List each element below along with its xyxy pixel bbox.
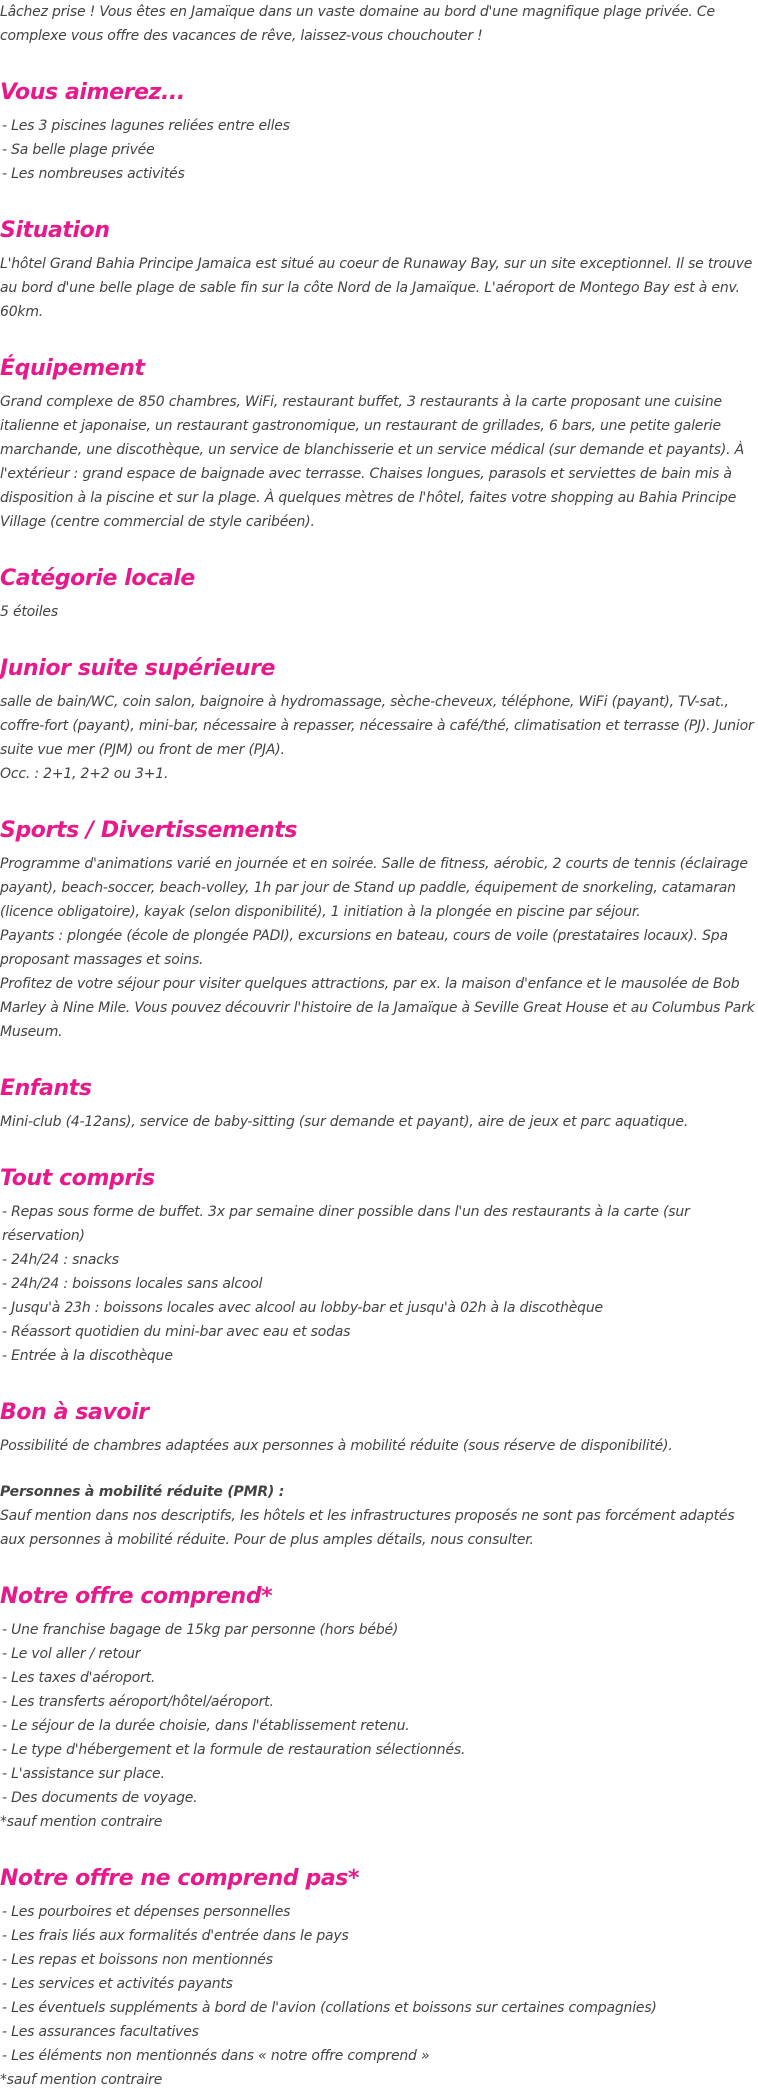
section-text: Profitez de votre séjour pour visiter quelques attractions, par ex. la maison d'enfance et le mausolée de Bob Marley à Nine Mile. Vous pouvez découvrir l'histoire de la Jamaïque à Seville Great House et au Columbus Park Museum. xyxy=(0,976,755,1040)
list-item: - Les transferts aéroport/hôtel/aéroport. xyxy=(2,1694,274,1710)
pmr-title: Personnes à mobilité réduite (PMR) : xyxy=(0,1484,285,1500)
section-text: 5 étoiles xyxy=(0,604,58,620)
list-item: - Les pourboires et dépenses personnelles xyxy=(2,1904,291,1920)
footnote: *sauf mention contraire xyxy=(0,1814,163,1830)
footnote: *sauf mention contraire xyxy=(0,2072,163,2088)
list-item: - 24h/24 : snacks xyxy=(2,1252,119,1268)
section-title: Situation xyxy=(0,218,110,243)
section-enfants xyxy=(0,1074,758,1134)
list-item: - Le séjour de la durée choisie, dans l'établissement retenu. xyxy=(2,1718,410,1734)
section-text: Programme d'animations varié en journée et en soirée. Salle de fitness, aérobic, 2 courts de tennis (éclairage payant), beach-soccer, beach-volley, 1h par jour de Stand up paddle, équipement de snorkeling, catamaran (licence obligatoire), kayak (selon disponibilité), 1 initiation à la plongée en piscine par séjour. xyxy=(0,856,748,920)
section-categorie-locale xyxy=(0,564,758,624)
section-title: Tout compris xyxy=(0,1166,155,1191)
list-item: - Repas sous forme de buffet. 3x par semaine diner possible dans l'un des restaurants à la carte (sur réservation) xyxy=(2,1204,690,1244)
section-text: Grand complexe de 850 chambres, WiFi, restaurant buffet, 3 restaurants à la carte proposant une cuisine italienne et japonaise, un restaurant gastronomique, un restaurant de grillades, 6 bars, une petite galerie marchande, une discothèque, un service de blanchisserie et un service médical (sur demande et payants). À l'extérieur : grand espace de baignade avec terrasse. Chaises longues, parasols et serviettes de bain mis à disposition à la piscine et sur la plage. À quelques mètres de l'hôtel, faites votre shopping au Bahia Principe Village (centre commercial de style caribéen). xyxy=(0,394,744,530)
pmr-text: Sauf mention dans nos descriptifs, les hôtels et les infrastructures proposés ne sont pas forcément adaptés aux personnes à mobilité réduite. Pour de plus amples détails, nous consulter. xyxy=(0,1508,735,1548)
section-title: Enfants xyxy=(0,1076,92,1101)
list-item: - Des documents de voyage. xyxy=(2,1790,198,1806)
list-item: - Entrée à la discothèque xyxy=(2,1348,173,1364)
intro-text: Lâchez prise ! Vous êtes en Jamaïque dans un vaste domaine au bord d'une magnifique plage privée. Ce complexe vous offre des vacances de rêve, laissez-vous chouchouter ! xyxy=(0,4,715,44)
section-title: Catégorie locale xyxy=(0,566,195,591)
list-item: - Sa belle plage privée xyxy=(2,142,155,158)
section-offre-ne-comprend-pas xyxy=(0,1864,758,2092)
section-text: Possibilité de chambres adaptées aux personnes à mobilité réduite (sous réserve de disponibilité). xyxy=(0,1438,673,1454)
list-item: - Les frais liés aux formalités d'entrée dans le pays xyxy=(2,1928,349,1944)
section-offre-comprend xyxy=(0,1582,758,1834)
section-situation xyxy=(0,216,758,324)
section-text: salle de bain/WC, coin salon, baignoire à hydromassage, sèche-cheveux, téléphone, WiFi (payant), TV-sat., coffre-fort (payant), mini-bar, nécessaire à repasser, nécessaire à café/thé, climatisation et terrasse (PJ). Junior suite vue mer (PJM) ou front de mer (PJA). xyxy=(0,694,754,758)
list-item: - Une franchise bagage de 15kg par personne (hors bébé) xyxy=(2,1622,399,1638)
list-item: - L'assistance sur place. xyxy=(2,1766,165,1782)
section-title: Équipement xyxy=(0,356,145,381)
section-text: Mini-club (4-12ans), service de baby-sitting (sur demande et payant), aire de jeux et parc aquatique. xyxy=(0,1114,689,1130)
section-equipement xyxy=(0,354,758,534)
section-vous-aimerez xyxy=(0,78,758,186)
list-item: - Les services et activités payants xyxy=(2,1976,233,1992)
section-title: Vous aimerez... xyxy=(0,80,185,105)
list-item: - Les éléments non mentionnés dans « notre offre comprend » xyxy=(2,2048,430,2064)
list-item: - Les assurances facultatives xyxy=(2,2024,199,2040)
section-title: Notre offre ne comprend pas* xyxy=(0,1866,360,1891)
list-item: - Les repas et boissons non mentionnés xyxy=(2,1952,273,1968)
list-item: - Les nombreuses activités xyxy=(2,166,185,182)
section-junior-suite xyxy=(0,654,758,786)
list-item: - Les éventuels suppléments à bord de l'avion (collations et boissons sur certaines compagnies) xyxy=(2,2000,657,2016)
section-title: Junior suite supérieure xyxy=(0,656,276,681)
section-text: L'hôtel Grand Bahia Principe Jamaica est situé au coeur de Runaway Bay, sur un site exceptionnel. Il se trouve au bord d'une belle plage de sable fin sur la côte Nord de la Jamaïque. L'aéroport de Montego Bay est à env. 60km. xyxy=(0,256,753,320)
list-item: - Jusqu'à 23h : boissons locales avec alcool au lobby-bar et jusqu'à 02h à la discothèque xyxy=(2,1300,603,1316)
section-bon-a-savoir xyxy=(0,1398,758,1552)
list-item: - 24h/24 : boissons locales sans alcool xyxy=(2,1276,263,1292)
section-text: Payants : plongée (école de plongée PADI), excursions en bateau, cours de voile (prestataires locaux). Spa proposant massages et soins. xyxy=(0,928,728,968)
occupancy-text: Occ. : 2+1, 2+2 ou 3+1. xyxy=(0,766,169,782)
list-item: - Le type d'hébergement et la formule de restauration sélectionnés. xyxy=(2,1742,466,1758)
list-item: - Les taxes d'aéroport. xyxy=(2,1670,156,1686)
list-item: - Les 3 piscines lagunes reliées entre elles xyxy=(2,118,290,134)
list-item: - Le vol aller / retour xyxy=(2,1646,141,1662)
section-title: Bon à savoir xyxy=(0,1400,149,1425)
section-tout-compris xyxy=(0,1164,758,1368)
list-item: - Réassort quotidien du mini-bar avec eau et sodas xyxy=(2,1324,351,1340)
section-title: Notre offre comprend* xyxy=(0,1584,273,1609)
section-title: Sports / Divertissements xyxy=(0,818,298,843)
section-sports xyxy=(0,816,758,1044)
